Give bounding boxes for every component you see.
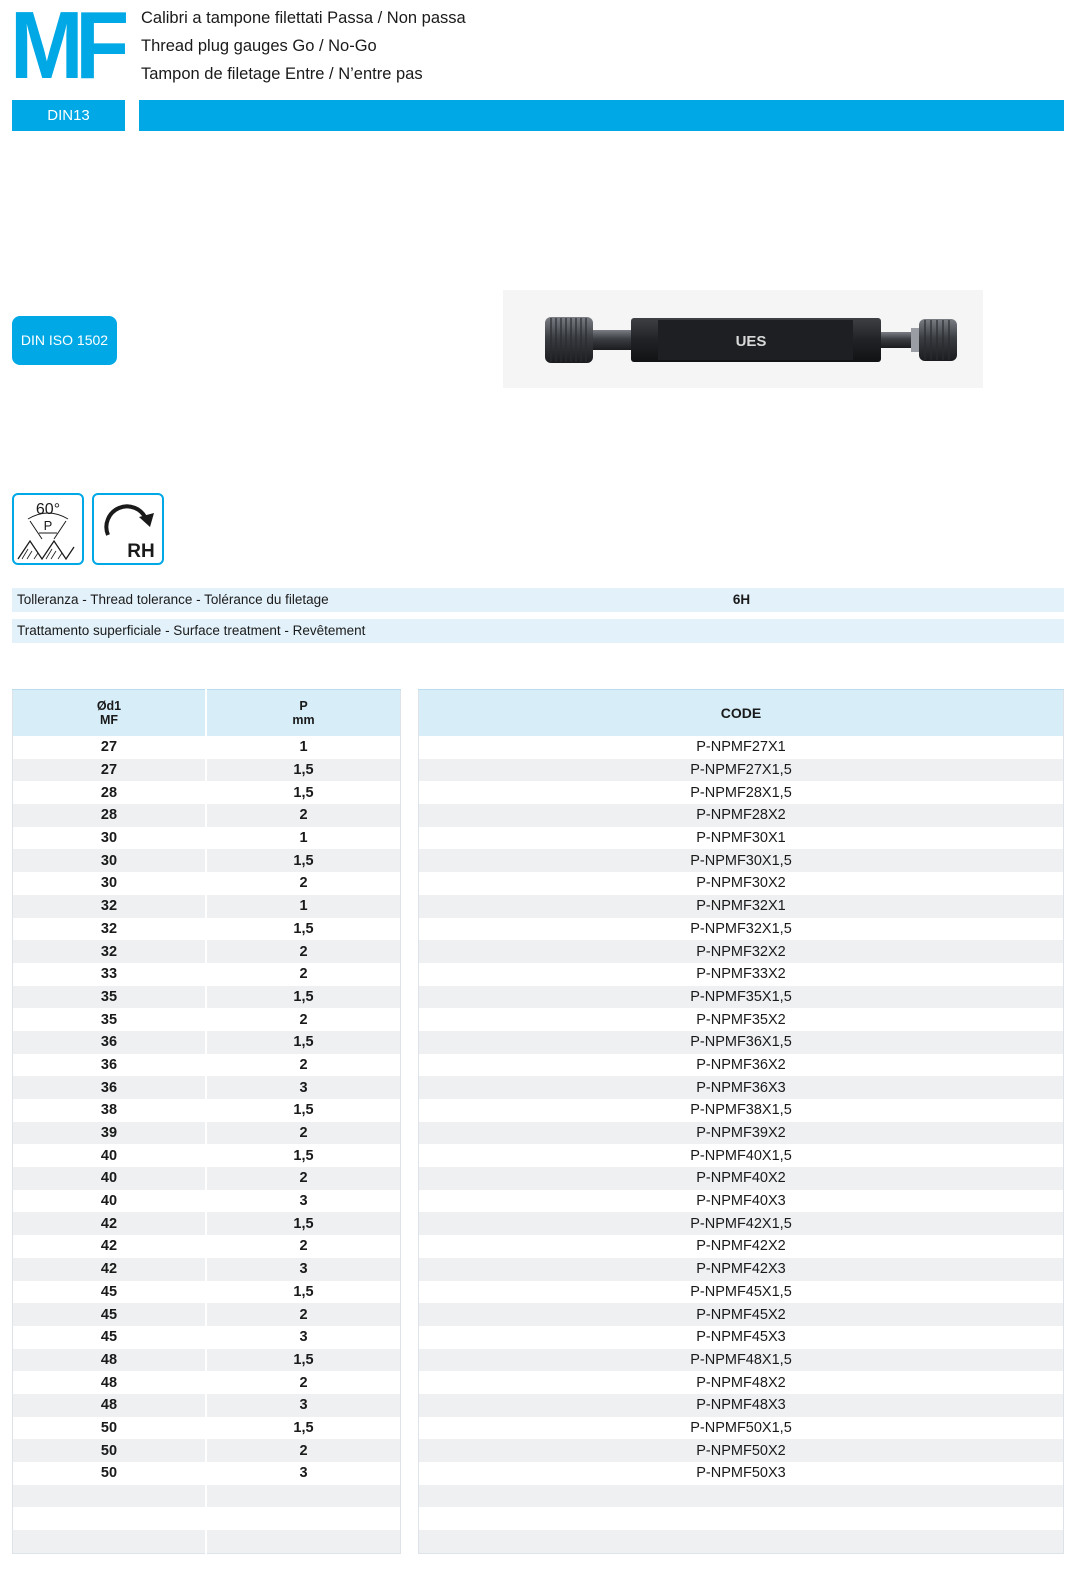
- column-header-pitch: P mm: [206, 690, 401, 737]
- pitch-cell: 2: [299, 875, 308, 892]
- thread-pitch-label: P: [43, 518, 53, 533]
- diameter-cell: 32: [13, 918, 206, 941]
- diameter-cell: [13, 1507, 206, 1530]
- pitch-cell: 3: [206, 1076, 401, 1099]
- table-row: [419, 895, 1064, 918]
- table-row: [419, 1099, 1064, 1122]
- diameter-cell: 45: [13, 1303, 206, 1326]
- table-row: [13, 759, 401, 782]
- code-cell: [419, 1507, 1064, 1530]
- diameter-cell: 28: [13, 781, 206, 804]
- table-row: [13, 849, 401, 872]
- pitch-cell: 1,5: [293, 1102, 314, 1119]
- table-row: [419, 872, 1064, 895]
- table-row: [419, 1530, 1064, 1553]
- code-cell: P-NPMF42X3: [419, 1258, 1064, 1281]
- code-cell: P-NPMF36X3: [419, 1076, 1064, 1099]
- spec-label: Tolleranza - Thread tolerance - Tolérance du filetage: [12, 588, 421, 612]
- pitch-cell: 1,5: [206, 759, 401, 782]
- table-row: [419, 1507, 1064, 1530]
- diameter-cell: 30: [13, 849, 206, 872]
- code-cell: P-NPMF30X1,5: [419, 849, 1064, 872]
- table-row: [13, 940, 401, 963]
- table-row: [13, 872, 401, 895]
- spec-value: [419, 619, 1064, 643]
- table-row: [13, 1303, 401, 1326]
- table-row: [13, 1462, 401, 1485]
- code-cell: P-NPMF33X2: [696, 966, 786, 983]
- code-cell: P-NPMF28X1,5: [690, 784, 792, 801]
- diameter-cell: 27: [13, 759, 206, 782]
- diameter-cell: 50: [13, 1417, 206, 1440]
- table-row: [419, 1190, 1064, 1213]
- thread-plug-gauge-icon: [503, 290, 983, 388]
- code-cell: P-NPMF50X1,5: [690, 1419, 792, 1436]
- diameter-cell: 40: [13, 1190, 206, 1213]
- diameter-cell: 42: [13, 1235, 206, 1258]
- table-row: [13, 1507, 401, 1530]
- pitch-cell: 2: [299, 1011, 308, 1028]
- pitch-cell: 3: [206, 1394, 401, 1417]
- table-row: [13, 1144, 401, 1167]
- code-cell: P-NPMF27X1,5: [419, 759, 1064, 782]
- code-cell: P-NPMF27X1: [696, 739, 786, 756]
- table-row: [419, 1417, 1064, 1440]
- table-row: [419, 1054, 1064, 1077]
- code-cell: P-NPMF48X3: [419, 1394, 1064, 1417]
- diameter-cell: 48: [13, 1371, 206, 1394]
- table-row: [419, 1212, 1064, 1235]
- table-row: [419, 1303, 1064, 1326]
- thread-angle-label: 60°: [35, 501, 61, 518]
- table-row: [419, 1394, 1064, 1417]
- table-row: [419, 986, 1064, 1009]
- diameter-cell: 36: [13, 1054, 206, 1077]
- code-cell: [419, 1485, 1064, 1508]
- brand-logo: MF: [10, 0, 121, 99]
- diameter-cell: 42: [13, 1212, 206, 1235]
- code-table: [418, 689, 1064, 1554]
- pitch-cell: 2: [206, 1122, 401, 1145]
- code-cell: P-NPMF45X2: [419, 1303, 1064, 1326]
- table-row: [419, 804, 1064, 827]
- diameter-cell: 32: [13, 940, 206, 963]
- pitch-cell: 2: [299, 1374, 308, 1391]
- title-french: Tampon de filetage Entre / N’entre pas: [141, 65, 423, 83]
- diameter-cell: 27: [13, 736, 206, 759]
- title-italian: Calibri a tampone filettati Passa / Non passa: [141, 9, 466, 27]
- rotation-label: RH: [127, 541, 155, 562]
- code-cell: P-NPMF48X2: [696, 1374, 786, 1391]
- code-cell: P-NPMF32X1,5: [690, 920, 792, 937]
- code-cell: P-NPMF40X3: [696, 1193, 786, 1210]
- spec-label: Trattamento superficiale - Surface treatment - Revêtement: [12, 619, 421, 643]
- table-row: [13, 1190, 401, 1213]
- thread-angle-icon: [12, 493, 84, 565]
- table-row: [13, 1031, 401, 1054]
- diameter-cell: 33: [13, 963, 206, 986]
- code-cell: P-NPMF36X1,5: [419, 1031, 1064, 1054]
- table-row: [419, 1235, 1064, 1258]
- table-row: [419, 1485, 1064, 1508]
- pitch-cell: 1,5: [293, 1147, 314, 1164]
- diameter-cell: 36: [13, 1031, 206, 1054]
- code-cell: P-NPMF42X2: [696, 1238, 786, 1255]
- table-row: [13, 895, 401, 918]
- spec-value: 6H: [419, 588, 1064, 612]
- column-header-diameter: Ød1 MF: [13, 690, 206, 737]
- table-row: [13, 781, 401, 804]
- table-row: [13, 1371, 401, 1394]
- diameter-cell: 38: [13, 1099, 206, 1122]
- table-row: [419, 736, 1064, 759]
- table-row: [13, 963, 401, 986]
- table-row: [419, 827, 1064, 850]
- table-row: [13, 827, 401, 850]
- diameter-cell: [13, 1530, 206, 1553]
- code-cell: [419, 1530, 1064, 1553]
- table-row: [419, 1326, 1064, 1349]
- diameter-cell: 28: [13, 804, 206, 827]
- pitch-cell: 2: [299, 1238, 308, 1255]
- diameter-cell: 45: [13, 1326, 206, 1349]
- code-cell: P-NPMF28X2: [419, 804, 1064, 827]
- product-table: [12, 689, 1064, 1549]
- table-row: [419, 940, 1064, 963]
- pitch-cell: 3: [299, 1329, 308, 1346]
- table-row: [13, 1099, 401, 1122]
- pitch-cell: 1: [299, 830, 308, 847]
- code-cell: P-NPMF40X1,5: [690, 1147, 792, 1164]
- table-row: [419, 759, 1064, 782]
- diameter-cell: 36: [13, 1076, 206, 1099]
- code-cell: P-NPMF45X1,5: [690, 1283, 792, 1300]
- table-row: [13, 986, 401, 1009]
- diameter-cell: 50: [13, 1462, 206, 1485]
- table-row: [419, 781, 1064, 804]
- pitch-cell: 2: [206, 1303, 401, 1326]
- table-row: [13, 1530, 401, 1553]
- pitch-cell: 1: [206, 895, 401, 918]
- pitch-cell: 2: [299, 1056, 308, 1073]
- pitch-cell: 1,5: [206, 1349, 401, 1372]
- code-cell: P-NPMF36X2: [696, 1056, 786, 1073]
- pitch-cell: 2: [206, 1439, 401, 1462]
- table-row: [419, 1144, 1064, 1167]
- pitch-cell: 2: [206, 804, 401, 827]
- diameter-cell: 35: [13, 986, 206, 1009]
- dimension-table: [12, 689, 401, 1554]
- diameter-cell: 45: [13, 1281, 206, 1304]
- code-cell: P-NPMF45X3: [696, 1329, 786, 1346]
- table-row: [13, 1349, 401, 1372]
- table-row: [419, 1462, 1064, 1485]
- table-row: [419, 1076, 1064, 1099]
- diameter-cell: 35: [13, 1008, 206, 1031]
- diameter-cell: 48: [13, 1349, 206, 1372]
- table-row: [419, 1122, 1064, 1145]
- pitch-cell: 1,5: [206, 1031, 401, 1054]
- table-row: [419, 1258, 1064, 1281]
- table-row: [419, 918, 1064, 941]
- pitch-cell: 1: [299, 739, 308, 756]
- code-cell: P-NPMF50X2: [419, 1439, 1064, 1462]
- diameter-cell: 42: [13, 1258, 206, 1281]
- pitch-cell: [206, 1507, 401, 1530]
- code-cell: P-NPMF35X1,5: [419, 986, 1064, 1009]
- diameter-cell: 30: [13, 872, 206, 895]
- table-row: [419, 1167, 1064, 1190]
- table-row: [13, 1076, 401, 1099]
- pitch-cell: 1,5: [293, 784, 314, 801]
- table-row: [13, 1417, 401, 1440]
- diameter-cell: 30: [13, 827, 206, 850]
- table-row: [419, 963, 1064, 986]
- code-cell: P-NPMF30X2: [696, 875, 786, 892]
- pitch-cell: 1,5: [206, 986, 401, 1009]
- table-row: [419, 1008, 1064, 1031]
- table-row: [13, 736, 401, 759]
- pitch-cell: 1,5: [293, 1283, 314, 1300]
- right-hand-rotation-icon: [92, 493, 164, 565]
- pitch-cell: 1,5: [293, 1419, 314, 1436]
- table-row: [13, 1258, 401, 1281]
- code-cell: P-NPMF50X3: [696, 1465, 786, 1482]
- table-row: [13, 918, 401, 941]
- table-row: [13, 1235, 401, 1258]
- code-cell: P-NPMF40X2: [419, 1167, 1064, 1190]
- table-row: [419, 1349, 1064, 1372]
- table-row: [13, 1054, 401, 1077]
- code-cell: P-NPMF48X1,5: [419, 1349, 1064, 1372]
- column-header-code: CODE: [419, 690, 1064, 737]
- diameter-cell: 39: [13, 1122, 206, 1145]
- diameter-cell: 48: [13, 1394, 206, 1417]
- diameter-cell: [13, 1485, 206, 1508]
- code-cell: P-NPMF30X1: [696, 830, 786, 847]
- table-row: [13, 1485, 401, 1508]
- pitch-cell: [206, 1485, 401, 1508]
- pitch-cell: 3: [299, 1465, 308, 1482]
- code-cell: P-NPMF42X1,5: [419, 1212, 1064, 1235]
- code-cell: P-NPMF32X1: [419, 895, 1064, 918]
- table-row: [13, 1281, 401, 1304]
- pitch-cell: 3: [299, 1193, 308, 1210]
- pitch-cell: 1,5: [206, 1212, 401, 1235]
- pitch-cell: 2: [299, 966, 308, 983]
- code-cell: P-NPMF39X2: [419, 1122, 1064, 1145]
- table-row: [13, 1326, 401, 1349]
- spec-row-surface-treatment: [12, 619, 1064, 643]
- table-row: [419, 1031, 1064, 1054]
- pitch-cell: 3: [206, 1258, 401, 1281]
- header-bar: [139, 100, 1064, 131]
- table-row: [419, 1281, 1064, 1304]
- diameter-cell: 40: [13, 1144, 206, 1167]
- code-cell: P-NPMF32X2: [419, 940, 1064, 963]
- table-row: [419, 1439, 1064, 1462]
- pitch-cell: 1,5: [293, 920, 314, 937]
- pitch-cell: 2: [206, 1167, 401, 1190]
- product-image: [503, 290, 983, 388]
- diameter-cell: 40: [13, 1167, 206, 1190]
- spec-row-tolerance: [12, 588, 1064, 612]
- pitch-cell: 2: [206, 940, 401, 963]
- diameter-cell: 50: [13, 1439, 206, 1462]
- table-row: [13, 1394, 401, 1417]
- table-row: [13, 1167, 401, 1190]
- table-row: [13, 1008, 401, 1031]
- diameter-cell: 32: [13, 895, 206, 918]
- code-cell: P-NPMF35X2: [696, 1011, 786, 1028]
- title-english: Thread plug gauges Go / No-Go: [141, 37, 377, 55]
- table-row: [419, 849, 1064, 872]
- pitch-cell: 1,5: [206, 849, 401, 872]
- svg-text:UES: UES: [735, 333, 767, 350]
- table-row: [13, 1122, 401, 1145]
- code-cell: P-NPMF38X1,5: [690, 1102, 792, 1119]
- standard-tag: DIN13: [12, 100, 125, 131]
- table-row: [419, 1371, 1064, 1394]
- table-row: [13, 804, 401, 827]
- standard-badge: DIN ISO 1502: [12, 316, 117, 365]
- pitch-cell: [206, 1530, 401, 1553]
- table-row: [13, 1439, 401, 1462]
- table-row: [13, 1212, 401, 1235]
